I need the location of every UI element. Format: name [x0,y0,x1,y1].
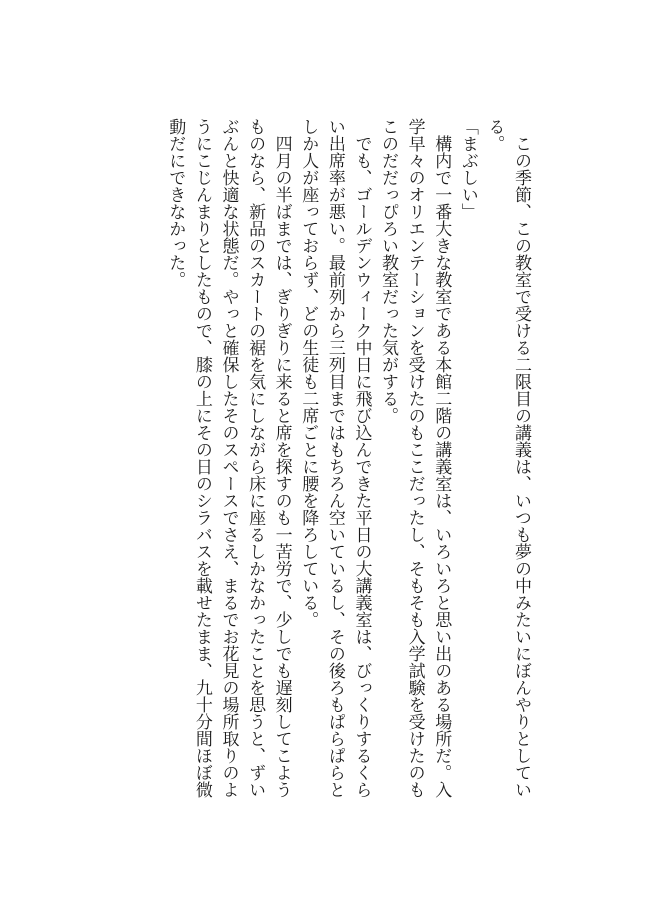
paragraph-1: この季節、この教室で受ける二限目の講義は、いつも夢の中みたいにぼんやりとしている。 [484,118,531,798]
paragraph-5: 四月の半ばまでは、ぎりぎりに来ると席を探すのも一苦労で、少しでも遅刻してこようものなら、新品のスカートの裾を気にしながら床に座るしかなかったことを思うと、ずいぶんと快適な状態だ。やっと確保したそのスペースでさえ、まるでお花見の場所取りのようにこじんまりとしたもので、膝の上にその日のシラバスを載せたまま、九十分間ほぼ微動だにできなかった。 [165,118,292,798]
vertical-text-body [102,118,534,798]
paragraph-2-dialogue: 「まぶしい」 [457,118,478,220]
paragraph-3: 構内で一番大きな教室である本館二階の講義室は、いろいろと思い出のある場所だ。入学早々のオリエンテーションを受けたのもここだったし、そもそも入学試験を受けたのもこのだだっぴろい教室だった気がする。 [378,118,452,798]
paragraph-4: でも、ゴールデンウィーク中日に飛び込んできた平日の大講義室は、びっくりするくらい出席率が悪い。最前列から三列目まではもちろん空いているし、その後ろもぱらぱらとしか人が座っておらず、どの生徒も二席ごとに腰を降ろしている。 [298,118,372,798]
